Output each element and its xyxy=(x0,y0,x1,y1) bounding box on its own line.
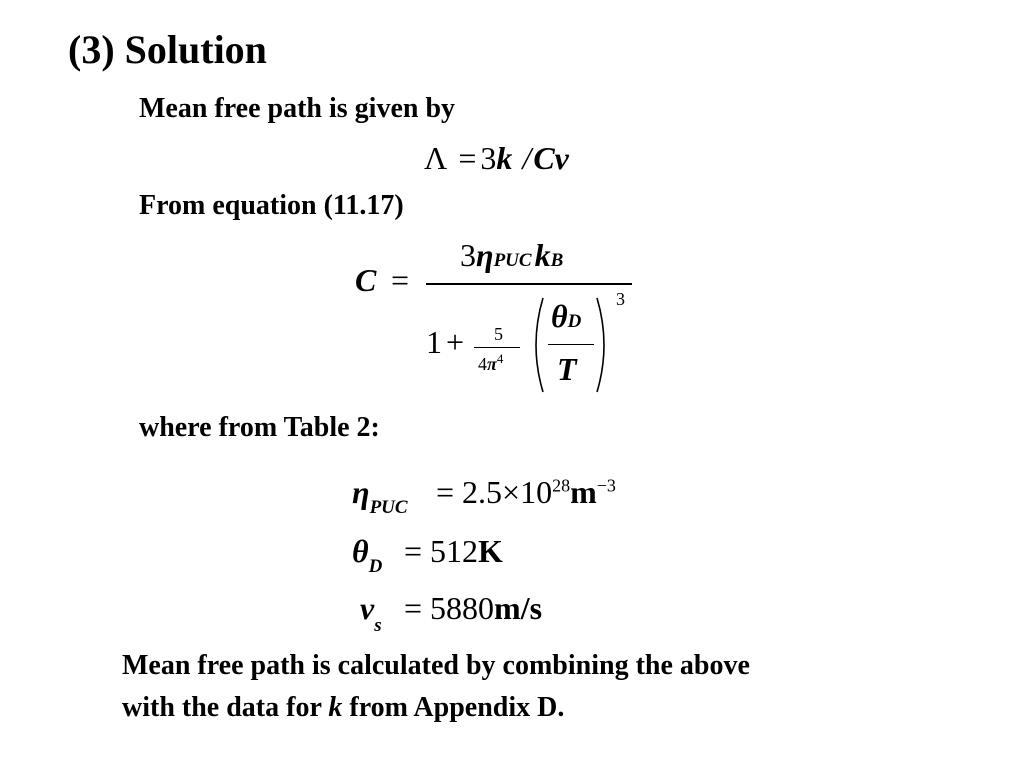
theta-number: 512 xyxy=(430,533,479,569)
denominator-one: 1 xyxy=(426,324,442,360)
eta-symbol: η xyxy=(476,237,494,273)
capacity-lhs: C xyxy=(355,262,377,298)
conductivity-symbol: k xyxy=(496,140,513,176)
intro-text: Mean free path is given by xyxy=(139,93,456,124)
equals-sign: = xyxy=(404,590,423,626)
velocity-symbol: v xyxy=(554,140,569,176)
equals-sign: = xyxy=(458,140,477,176)
eta-number: 2.5×10 xyxy=(462,474,553,510)
theta-symbol-value: $\theta_D$ xyxy=(352,533,383,577)
pi-exponent: 4 xyxy=(496,351,504,366)
equals-sign: = xyxy=(391,262,410,298)
right-parenthesis xyxy=(594,296,614,394)
capacity-symbol: C xyxy=(533,140,555,176)
boltzmann-symbol: k xyxy=(534,237,551,273)
velocity-value-subscript: s xyxy=(374,615,382,636)
lambda-symbol: Λ xyxy=(424,140,447,176)
conclusion-k-symbol: k xyxy=(328,692,343,723)
numerator xyxy=(460,237,563,274)
value-row-eta xyxy=(436,474,616,511)
theta-unit: K xyxy=(478,533,503,569)
mean-free-path-equation xyxy=(424,140,569,177)
conclusion-line-2 xyxy=(122,692,564,724)
main-fraction-bar xyxy=(426,283,632,285)
theta-symbol: θ xyxy=(551,298,568,334)
theta-value-subscript: D xyxy=(368,556,383,577)
velocity-number: 5880 xyxy=(430,590,495,626)
slash: / xyxy=(522,140,532,176)
equals-sign: = xyxy=(436,474,455,510)
denominator-plus: + xyxy=(446,324,465,360)
equals-sign: = xyxy=(404,533,423,569)
theta-subscript: D xyxy=(567,311,582,332)
boltzmann-subscript: B xyxy=(550,250,564,271)
eta-exponent: 28 xyxy=(552,475,571,496)
eta-unit-exponent: −3 xyxy=(596,475,616,496)
table-text: where from Table 2: xyxy=(139,412,380,443)
velocity-unit: m/s xyxy=(494,590,543,626)
eta-value-subscript: PUC xyxy=(369,497,408,518)
denominator-coefficient: 4 xyxy=(478,354,487,374)
conclusion-line-2-pre: with the data for xyxy=(122,692,329,723)
conclusion-line-2-post: from Appendix D. xyxy=(342,692,565,723)
small-fraction-bar xyxy=(474,347,520,348)
theta-ratio-numerator xyxy=(551,298,581,335)
from-equation-text: From equation (11.17) xyxy=(139,190,404,221)
numerator-coefficient: 3 xyxy=(460,237,476,273)
small-fraction-denominator xyxy=(478,351,503,375)
theta-ratio-bar xyxy=(548,344,594,345)
pi-symbol: π xyxy=(487,354,497,374)
slide-title: (3) Solution xyxy=(68,27,267,72)
coefficient: 3 xyxy=(480,140,497,176)
eta-subscript: PUC xyxy=(493,250,532,271)
value-row-theta xyxy=(404,533,503,570)
eta-unit: m xyxy=(570,474,597,510)
outer-exponent: 3 xyxy=(616,289,625,309)
conclusion-line-1: Mean free path is calculated by combining the above xyxy=(122,650,750,681)
left-parenthesis xyxy=(526,296,546,394)
small-fraction-numerator: 5 xyxy=(494,324,503,344)
velocity-symbol-value: $v_s$ xyxy=(360,590,382,636)
value-row-velocity xyxy=(404,590,542,627)
temperature-symbol: T xyxy=(557,351,577,387)
eta-symbol-value: $\eta_{PUC}$ xyxy=(352,474,408,518)
